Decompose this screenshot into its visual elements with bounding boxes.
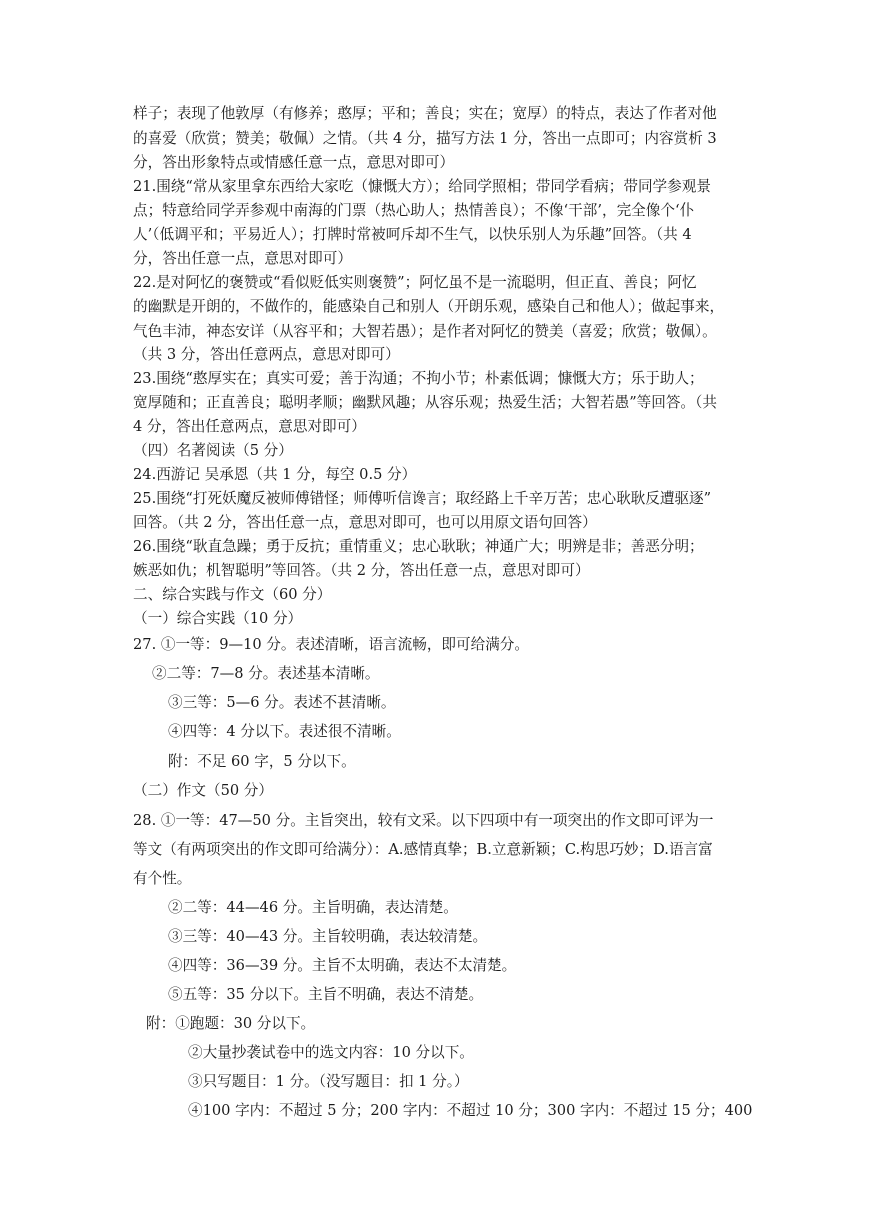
text-line: ④100 字内：不超过 5 分；200 字内：不超过 10 分；300 字内：不超过 15 分；400: [188, 1102, 753, 1119]
text-line: 22.是对阿忆的褒赞或“看似贬低实则褒赞”；阿忆虽不是一流聪明，但正直、善良；阿忆: [133, 274, 697, 291]
text-line: （共 3 分，答出任意两点，意思对即可）: [133, 346, 400, 363]
section-heading: （四）名著阅读（5 分）: [133, 442, 293, 459]
text-line: 21.围绕“常从家里拿东西给大家吃（慷慨大方）；给同学照相；带同学看病；带同学参观景: [133, 178, 711, 195]
text-line: 样子；表现了他敦厚（有修养；憨厚；平和；善良；实在；宽厚）的特点，表达了作者对他: [133, 105, 717, 122]
section-heading: （一）综合实践（10 分）: [133, 610, 303, 627]
text-line: ③只写题目：1 分。（没写题目：扣 1 分。）: [188, 1073, 469, 1090]
text-line: 的喜爱（欣赏；赞美；敬佩）之情。（共 4 分，描写方法 1 分，答出一点即可；内容赏析 3: [133, 130, 717, 147]
text-line: 28. ①一等：47—50 分。主旨突出，较有文采。以下四项中有一项突出的作文即可评为一: [133, 812, 714, 829]
text-line: 宽厚随和；正直善良；聪明孝顺；幽默风趣；从容乐观；热爱生活；大智若愚”等回答。（共: [133, 394, 717, 411]
text-line: 26.围绕“耿直急躁；勇于反抗；重情重义；忠心耿耿；神通广大；明辨是非；善恶分明；: [133, 538, 704, 555]
text-line: 附：不足 60 字，5 分以下。: [168, 753, 356, 770]
section-heading: （二）作文（50 分）: [133, 782, 273, 799]
text-line: 等文（有两项突出的作文即可给满分）：A.感情真挚；B.立意新颖；C.构思巧妙；D.语言富: [133, 841, 713, 858]
text-line: ③三等：5—6 分。表述不甚清晰。: [168, 694, 396, 711]
text-line: 分，答出形象特点或情感任意一点，意思对即可）: [133, 154, 455, 171]
text-line: 点；特意给同学弄参观中南海的门票（热心助人；热情善良）；不像‘干部’，完全像个‘仆: [133, 202, 695, 219]
text-line: 27. ①一等：9—10 分。表述清晰，语言流畅，即可给满分。: [133, 636, 529, 653]
text-line: ③三等：40—43 分。主旨较明确，表达较清楚。: [168, 928, 488, 945]
text-line: ④四等：36—39 分。主旨不太明确，表达不太清楚。: [168, 957, 517, 974]
text-line: 有个性。: [133, 870, 192, 887]
text-line: ②大量抄袭试卷中的选文内容：10 分以下。: [188, 1044, 474, 1061]
text-line: ⑤五等：35 分以下。主旨不明确，表达不清楚。: [168, 986, 484, 1003]
text-line: 25.围绕“打死妖魔反被师傅错怪；师傅听信谗言；取经路上千辛万苦；忠心耿耿反遭驱逐”: [133, 490, 712, 507]
text-line: 回答。（共 2 分，答出任意一点，意思对即可，也可以用原文语句回答）: [133, 514, 597, 531]
text-line: 附：①跑题：30 分以下。: [146, 1015, 316, 1032]
text-line: 分，答出任意一点，意思对即可）: [133, 250, 352, 267]
text-line: 人’（低调平和；平易近人）；打牌时常被呵斥却不生气，以快乐别人为乐趣”回答。（共 4: [133, 226, 692, 243]
text-line: ②二等：44—46 分。主旨明确，表达清楚。: [168, 899, 458, 916]
text-line: 的幽默是开朗的，不做作的，能感染自己和别人（开朗乐观，感染自己和他人）；做起事来，: [133, 298, 725, 315]
text-line: ④四等：4 分以下。表述很不清晰。: [168, 723, 401, 740]
text-line: 嫉恶如仇；机智聪明”等回答。（共 2 分，答出任意一点，意思对即可）: [133, 562, 590, 579]
text-line: 24.西游记 吴承恩（共 1 分，每空 0.5 分）: [133, 466, 417, 483]
text-line: ②二等：7—8 分。表述基本清晰。: [152, 665, 380, 682]
section-heading: 二、综合实践与作文（60 分）: [133, 586, 332, 603]
text-line: 23.围绕“憨厚实在；真实可爱；善于沟通；不拘小节；朴素低调；慷慨大方；乐于助人；: [133, 370, 704, 387]
text-line: 气色丰沛，神态安详（从容平和；大智若愚）；是作者对阿忆的赞美（喜爱；欣赏；敬佩）。: [133, 323, 717, 340]
text-line: 4 分，答出任意两点，意思对即可）: [133, 418, 366, 435]
